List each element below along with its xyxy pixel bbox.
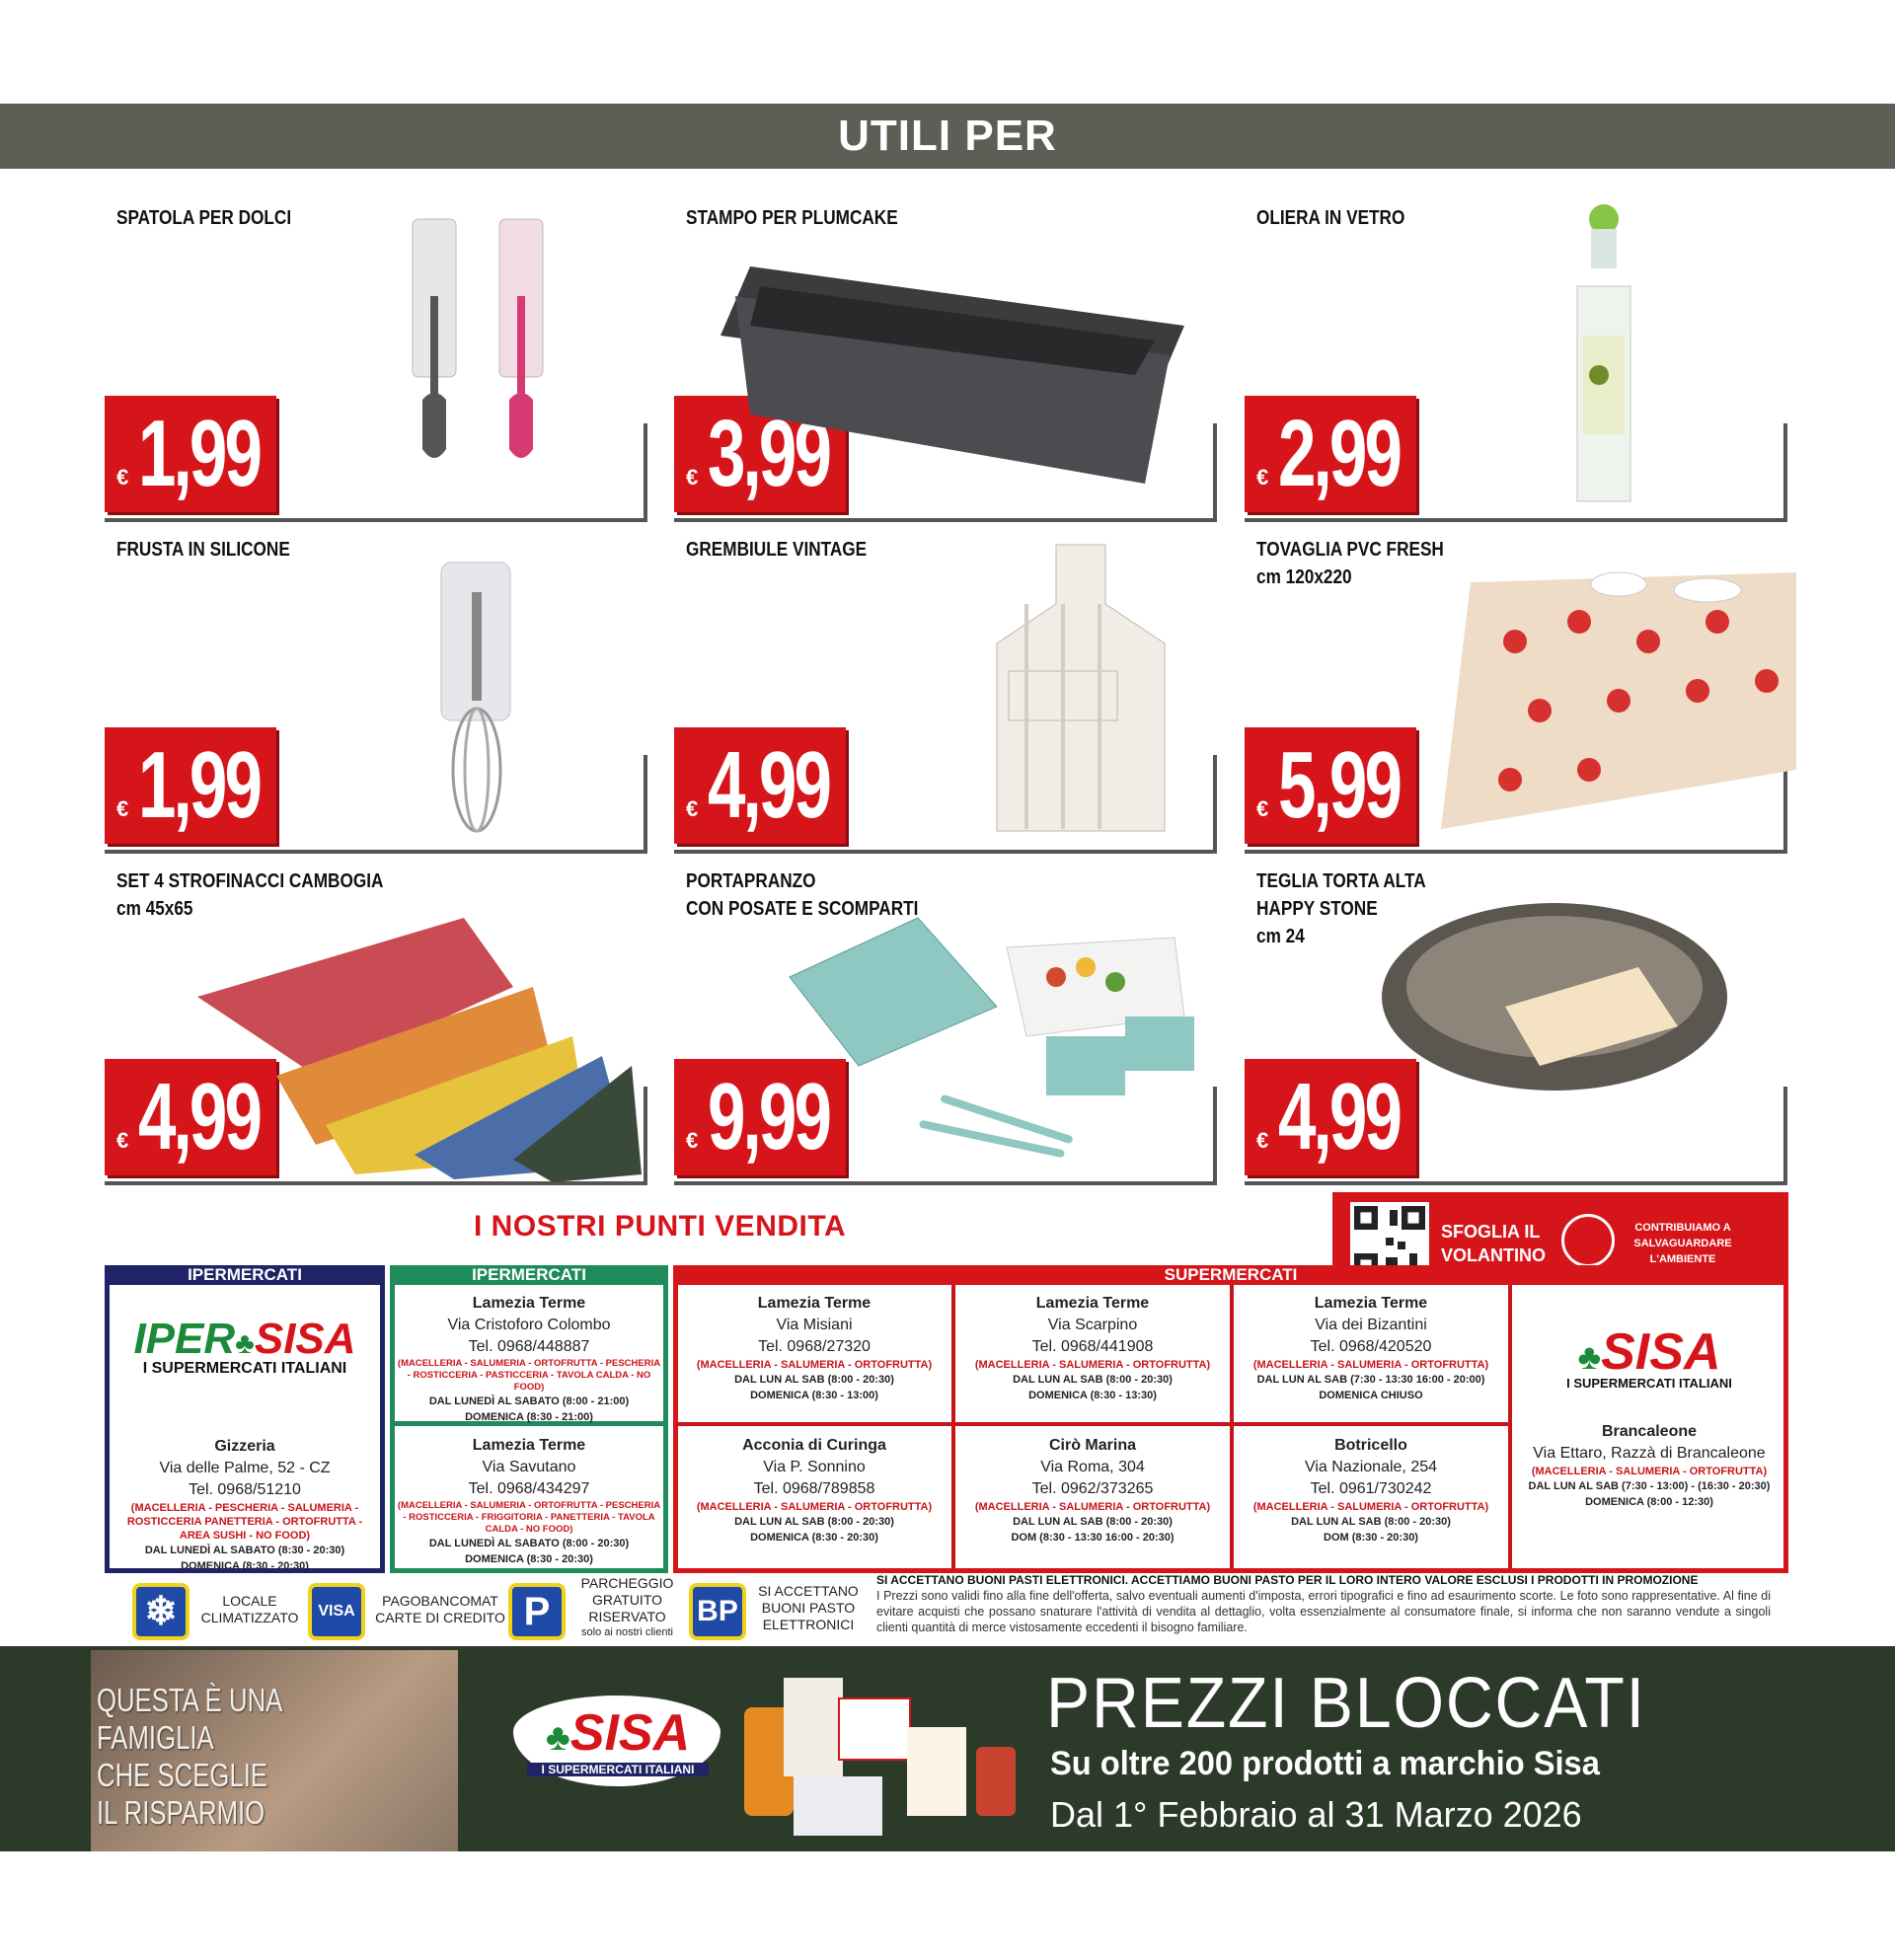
store-city: Brancaleone bbox=[1601, 1423, 1698, 1440]
banner-slogan bbox=[97, 1682, 282, 1832]
product-name-line: HAPPY STONE bbox=[1256, 898, 1378, 920]
product-name-line: CON POSATE E SCOMPARTI bbox=[686, 898, 919, 920]
sisa-products-image bbox=[734, 1668, 1021, 1846]
logo-tagline: I SUPERMERCATI ITALIANI bbox=[527, 1763, 709, 1776]
feature-payment bbox=[371, 1593, 509, 1626]
store-departments: (MACELLERIA - SALUMERIA - ORTOFRUTTA) bbox=[974, 1359, 1211, 1371]
price-value: 1,99 bbox=[138, 401, 261, 506]
logo-tagline: I SUPERMERCATI ITALIANI bbox=[1566, 1376, 1732, 1391]
currency-symbol: € bbox=[1256, 796, 1269, 821]
banner-logo-text bbox=[517, 1703, 719, 1776]
eco-label bbox=[1624, 1220, 1742, 1267]
store-sunday-hours: DOMENICA (8:30 - 20:30) bbox=[750, 1532, 878, 1544]
apron-image bbox=[997, 545, 1165, 831]
store-cell bbox=[679, 1293, 949, 1403]
slogan-line: QUESTA È UNA bbox=[97, 1682, 283, 1718]
store-gizzeria bbox=[114, 1436, 375, 1574]
store-city: Lamezia Terme bbox=[757, 1295, 872, 1312]
feature-line: PARCHEGGIO bbox=[580, 1575, 674, 1591]
stores-title: I NOSTRI PUNTI VENDITA bbox=[474, 1210, 847, 1243]
product-box bbox=[838, 1697, 911, 1761]
store-departments: (MACELLERIA - SALUMERIA - ORTOFRUTTA) bbox=[696, 1501, 933, 1513]
banner-headline: PREZZI BLOCCATI bbox=[1046, 1664, 1646, 1743]
store-phone: Tel. 0968/434297 bbox=[468, 1480, 590, 1497]
store-hours: DAL LUN AL SAB (8:00 - 20:30) bbox=[1291, 1516, 1451, 1528]
store-hours: DAL LUN AL SAB (8:00 - 20:30) bbox=[734, 1516, 894, 1528]
store-sunday-hours: DOMENICA (8:30 - 20:30) bbox=[181, 1560, 309, 1572]
store-hours: DAL LUN AL SAB (8:00 - 20:30) bbox=[1013, 1374, 1173, 1386]
currency-symbol: € bbox=[1256, 1128, 1269, 1153]
store-address: Via Scarpino bbox=[1047, 1317, 1138, 1333]
feature-line: SI ACCETTANO bbox=[758, 1583, 859, 1599]
price-value: 4,99 bbox=[138, 1064, 261, 1169]
product-name-line: STAMPO PER PLUMCAKE bbox=[686, 207, 898, 229]
logo-tagline: I SUPERMERCATI ITALIANI bbox=[142, 1360, 347, 1377]
store-address: Via P. Sonnino bbox=[763, 1459, 866, 1475]
logo-sisa-word: SISA bbox=[1601, 1323, 1721, 1381]
store-city: Lamezia Terme bbox=[1314, 1295, 1428, 1312]
feature-line: ELETTRONICI bbox=[762, 1617, 855, 1632]
whisk-image bbox=[441, 563, 510, 831]
store-phone: Tel. 0968/420520 bbox=[1310, 1338, 1432, 1355]
ipermercati-label-2: IPERMERCATI bbox=[390, 1265, 668, 1285]
product-box bbox=[784, 1678, 843, 1776]
product-name-line: TOVAGLIA PVC FRESH bbox=[1256, 539, 1444, 561]
store-cell bbox=[957, 1435, 1228, 1545]
price-value: 9,99 bbox=[708, 1064, 830, 1169]
price-value: 5,99 bbox=[1278, 732, 1401, 838]
eco-leaf-icon bbox=[1561, 1214, 1615, 1267]
price-value: 1,99 bbox=[138, 732, 261, 838]
store-hours: DAL LUN AL SAB (8:00 - 20:30) bbox=[1013, 1516, 1173, 1528]
sfoglia-label[interactable] bbox=[1441, 1220, 1546, 1267]
sfoglia-line-1: SFOGLIA IL bbox=[1441, 1222, 1541, 1242]
product-name-line: cm 120x220 bbox=[1256, 566, 1352, 588]
price-value: 3,99 bbox=[708, 401, 830, 506]
eco-line-3: L'AMBIENTE bbox=[1649, 1253, 1716, 1265]
store-departments: (MACELLERIA - PESCHERIA - SALUMERIA - ROSTICCERIA PANETTERIA - ORTOFRUTTA - AREA SUSHI - NO FOOD) bbox=[126, 1502, 363, 1542]
cake-pan-image bbox=[1382, 903, 1727, 1091]
eco-line-2: SALVAGUARDARE bbox=[1633, 1238, 1732, 1249]
store-hours: DAL LUNEDÌ AL SABATO (8:00 - 20:30) bbox=[428, 1538, 630, 1549]
divider bbox=[678, 1422, 1510, 1426]
store-iper-lamezia-colombo bbox=[397, 1293, 661, 1425]
product-name-line: PORTAPRANZO bbox=[686, 870, 816, 892]
store-hours: DAL LUN AL SAB (7:30 - 13:30 16:00 - 20:00) bbox=[1256, 1374, 1485, 1386]
supermercati-label: SUPERMERCATI bbox=[673, 1265, 1788, 1285]
flakes-box bbox=[907, 1727, 966, 1816]
price-value: 4,99 bbox=[1278, 1064, 1401, 1169]
store-departments: (MACELLERIA - SALUMERIA - ORTOFRUTTA) bbox=[1252, 1359, 1489, 1371]
price-value: 4,99 bbox=[708, 732, 830, 838]
store-cell bbox=[679, 1435, 949, 1545]
price-value: 2,99 bbox=[1278, 401, 1401, 506]
store-city: Botricello bbox=[1334, 1437, 1407, 1454]
store-departments: (MACELLERIA - SALUMERIA - ORTOFRUTTA - PESCHERIA - ROSTICCERIA - PASTICCERIA - TAVOLA CALDA - NO FOOD) bbox=[397, 1358, 661, 1393]
store-hours: DAL LUN AL SAB (8:00 - 20:30) bbox=[734, 1374, 894, 1386]
store-city: Lamezia Terme bbox=[472, 1295, 586, 1312]
currency-symbol: € bbox=[686, 1128, 699, 1153]
parking-icon: P bbox=[508, 1583, 566, 1640]
logo-sisa-word: SISA bbox=[569, 1704, 691, 1762]
banner-subline: Su oltre 200 prodotti a marchio Sisa bbox=[1050, 1745, 1600, 1782]
banner-dates: Dal 1° Febbraio al 31 Marzo 2026 bbox=[1050, 1794, 1582, 1835]
store-city: Cirò Marina bbox=[1048, 1437, 1136, 1454]
spatula-image bbox=[413, 219, 543, 458]
product-name-line: cm 24 bbox=[1256, 926, 1305, 947]
slogan-line: IL RISPARMIO bbox=[97, 1794, 265, 1831]
store-address: Via dei Bizantini bbox=[1315, 1317, 1427, 1333]
store-sunday-hours: DOMENICA (8:30 - 13:00) bbox=[750, 1390, 878, 1401]
store-phone: Tel. 0968/441908 bbox=[1031, 1338, 1154, 1355]
tablecloth-image bbox=[1441, 572, 1796, 829]
store-city: Gizzeria bbox=[214, 1438, 275, 1455]
product-name-line: SET 4 STROFINACCI CAMBOGIA bbox=[116, 870, 384, 892]
store-sunday-hours: DOMENICA (8:30 - 21:00) bbox=[465, 1411, 593, 1423]
store-address: Via delle Palme, 52 - CZ bbox=[159, 1460, 331, 1476]
feature-parking bbox=[570, 1575, 684, 1639]
disclaimer bbox=[876, 1572, 1771, 1635]
store-phone: Tel. 0968/789858 bbox=[753, 1480, 875, 1497]
store-sunday-hours: DOMENICA CHIUSO bbox=[1319, 1390, 1423, 1401]
product-name-line: SPATOLA PER DOLCI bbox=[116, 207, 292, 229]
currency-symbol: € bbox=[116, 465, 129, 490]
feature-climate bbox=[195, 1593, 304, 1626]
store-city: Lamezia Terme bbox=[1035, 1295, 1150, 1312]
meal-voucher-icon: BP bbox=[689, 1583, 746, 1640]
plumcake-pan-image bbox=[720, 266, 1184, 484]
disclaimer-bold: SI ACCETTANO BUONI PASTI ELETTRONICI. ACCETTIAMO BUONI PASTO PER IL LORO INTERO VALORE ESCLUSI I PRODOTTI IN PROMOZIONE bbox=[876, 1573, 1699, 1587]
store-address: Via Nazionale, 254 bbox=[1304, 1459, 1438, 1475]
store-departments: (MACELLERIA - SALUMERIA - ORTOFRUTTA) bbox=[1252, 1501, 1489, 1513]
product-name-line: cm 45x65 bbox=[116, 898, 193, 920]
feature-line: CLIMATIZZATO bbox=[200, 1610, 299, 1625]
store-phone: Tel. 0968/27320 bbox=[758, 1338, 871, 1355]
feature-line: solo ai nostri clienti bbox=[581, 1626, 673, 1638]
store-sunday-hours: DOMENICA (8:00 - 12:30) bbox=[1585, 1496, 1713, 1508]
slogan-line: CHE SCEGLIE bbox=[97, 1757, 268, 1793]
store-hours: DAL LUNEDÌ AL SABATO (8:00 - 21:00) bbox=[428, 1395, 630, 1407]
product-name-line: GREMBIULE VINTAGE bbox=[686, 539, 868, 561]
store-departments: (MACELLERIA - SALUMERIA - ORTOFRUTTA) bbox=[1531, 1466, 1768, 1477]
store-sunday-hours: DOMENICA (8:30 - 13:30) bbox=[1028, 1390, 1157, 1401]
store-departments: (MACELLERIA - SALUMERIA - ORTOFRUTTA) bbox=[974, 1501, 1211, 1513]
store-address: Via Misiani bbox=[776, 1317, 853, 1333]
store-sunday-hours: DOMENICA (8:30 - 20:30) bbox=[465, 1553, 593, 1565]
oil-bottle-image bbox=[1577, 204, 1630, 501]
store-address: Via Cristoforo Colombo bbox=[447, 1317, 611, 1333]
product-name-line: OLIERA IN VETRO bbox=[1256, 207, 1405, 229]
snowflake-icon: ❄ bbox=[132, 1583, 190, 1640]
store-hours: DAL LUN AL SAB (7:30 - 13:00) - (16:30 - 20:30) bbox=[1528, 1480, 1771, 1492]
store-phone: Tel. 0962/373265 bbox=[1031, 1480, 1154, 1497]
tea-towels-image bbox=[197, 918, 642, 1182]
divider bbox=[1508, 1285, 1512, 1568]
store-phone: Tel. 0961/730242 bbox=[1310, 1480, 1432, 1497]
feature-line: PAGOBANCOMAT bbox=[382, 1593, 498, 1609]
store-address: Via Savutano bbox=[482, 1459, 576, 1475]
burger-pack bbox=[794, 1776, 882, 1836]
tree-icon: ♣ bbox=[545, 1717, 570, 1759]
store-iper-lamezia-savutano bbox=[397, 1435, 661, 1567]
divider bbox=[951, 1285, 955, 1568]
currency-symbol: € bbox=[116, 796, 129, 821]
store-phone: Tel. 0968/51210 bbox=[189, 1481, 301, 1498]
store-sunday-hours: DOM (8:30 - 20:30) bbox=[1324, 1532, 1418, 1544]
store-departments: (MACELLERIA - SALUMERIA - ORTOFRUTTA - PESCHERIA - ROSTICCERIA - FRIGGITORIA - PANETTERIA - TAVOLA CALDA - NO FOOD) bbox=[397, 1500, 661, 1535]
store-hours: DAL LUNEDÌ AL SABATO (8:30 - 20:30) bbox=[144, 1545, 345, 1556]
store-address: Via Ettaro, Razzà di Brancaleone bbox=[1533, 1445, 1766, 1462]
eco-line-1: CONTRIBUIAMO A bbox=[1634, 1222, 1731, 1234]
card-icon: VISA bbox=[308, 1583, 365, 1640]
store-city: Acconia di Curinga bbox=[742, 1437, 886, 1454]
page-title: UTILI PER bbox=[838, 112, 1057, 160]
currency-symbol: € bbox=[686, 796, 699, 821]
feature-line: BUONI PASTO bbox=[761, 1600, 856, 1616]
feature-line: RISERVATO bbox=[588, 1609, 666, 1624]
product-name-line: FRUSTA IN SILICONE bbox=[116, 539, 290, 561]
feature-line: LOCALE bbox=[222, 1593, 277, 1609]
divider bbox=[1230, 1285, 1234, 1568]
product-name-line: TEGLIA TORTA ALTA bbox=[1256, 870, 1426, 892]
store-city: Lamezia Terme bbox=[472, 1437, 586, 1454]
store-sunday-hours: DOM (8:30 - 13:30 16:00 - 20:30) bbox=[1011, 1532, 1175, 1544]
store-cell bbox=[957, 1293, 1228, 1403]
iper-sisa-logo bbox=[126, 1315, 363, 1378]
store-departments: (MACELLERIA - SALUMERIA - ORTOFRUTTA) bbox=[696, 1359, 933, 1371]
ipermercati-label: IPERMERCATI bbox=[105, 1265, 385, 1285]
sisa-logo bbox=[1516, 1322, 1782, 1391]
tree-icon: ♣ bbox=[1577, 1336, 1602, 1377]
currency-symbol: € bbox=[116, 1128, 129, 1153]
lunch-box-image bbox=[790, 918, 1194, 1159]
feature-line: CARTE DI CREDITO bbox=[375, 1610, 505, 1625]
tree-icon: ♣ bbox=[235, 1327, 255, 1360]
store-address: Via Roma, 304 bbox=[1040, 1459, 1145, 1475]
disclaimer-text: I Prezzi sono validi fino alla fine dell'offerta, salvo eventuali aumenti d'imposta, errori tipografici e fino ad esaurimento scorte. Le foto sono rappresentative. Al fine di evitare acquisti che possano snaturare l'attività di vendita al dettaglio, volta essenzialmente al consumatore finale, si informa che non saranno vendute a singoli clienti quantità di merce vistosamente eccedenti il bisogno familiare. bbox=[876, 1589, 1771, 1634]
sfoglia-line-2: VOLANTINO bbox=[1441, 1245, 1546, 1265]
store-phone: Tel. 0968/448887 bbox=[468, 1338, 590, 1355]
currency-symbol: € bbox=[1256, 465, 1269, 490]
feature-voucher bbox=[750, 1583, 867, 1633]
store-brancaleone bbox=[1516, 1421, 1782, 1510]
store-cell bbox=[1236, 1435, 1506, 1545]
logo-iper-word: IPER bbox=[133, 1315, 236, 1363]
currency-symbol: € bbox=[686, 465, 699, 490]
slogan-line: FAMIGLIA bbox=[97, 1719, 214, 1756]
store-cell bbox=[1236, 1293, 1506, 1403]
feature-line: GRATUITO bbox=[591, 1592, 663, 1608]
logo-sisa-word: SISA bbox=[254, 1315, 356, 1363]
tomato-can bbox=[976, 1747, 1016, 1816]
